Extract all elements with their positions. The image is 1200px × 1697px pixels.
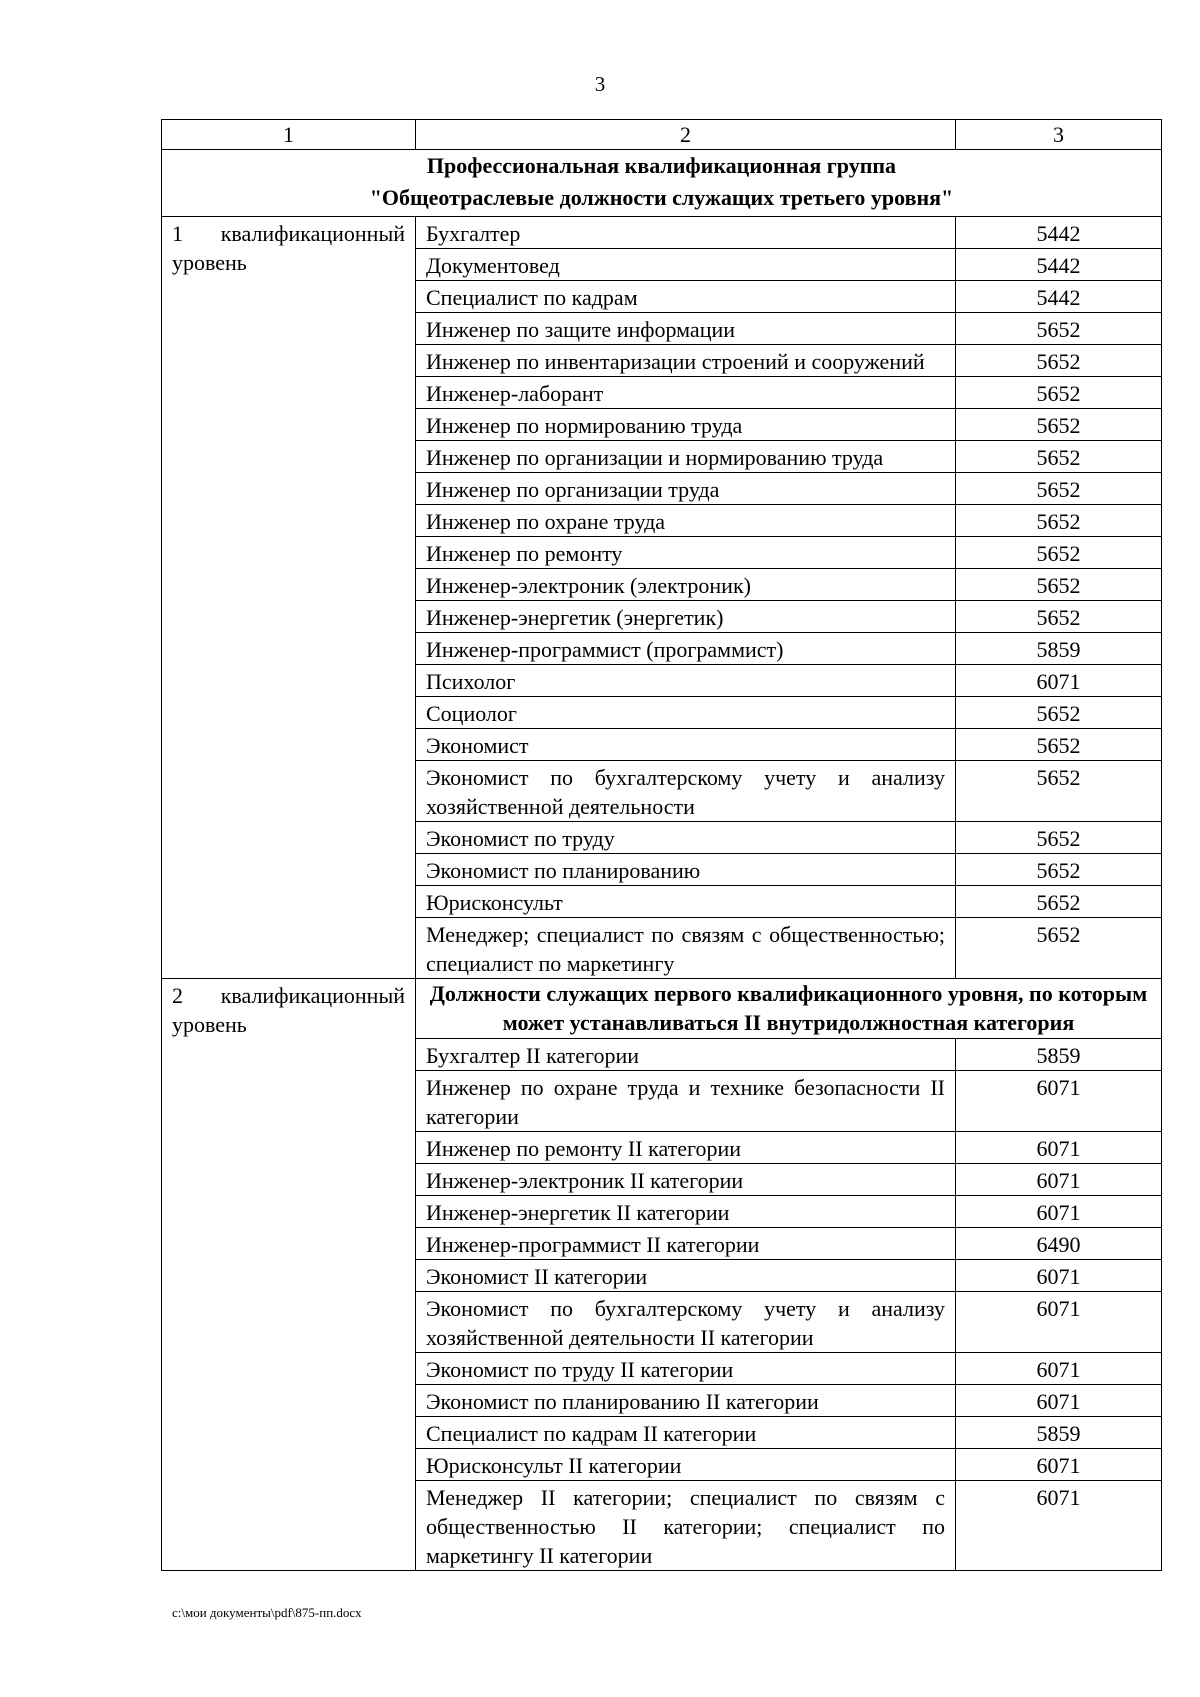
position-cell: Экономист по бухгалтерскому учету и анализу хозяйственной деятельности [416,761,956,822]
subheading-row [162,979,1162,1039]
position-cell: Экономист по планированию [416,854,956,886]
salary-cell: 5652 [956,697,1162,729]
group-title-line-2: "Общеотраслевые должности служащих третьего уровня" [369,185,954,210]
position-cell: Экономист [416,729,956,761]
header-col-2: 2 [416,120,956,150]
salary-cell: 5652 [956,569,1162,601]
salary-cell: 5652 [956,822,1162,854]
salary-cell: 6071 [956,1449,1162,1481]
position-cell: Инженер по охране труда и технике безопасности II категории [416,1071,956,1132]
salary-cell: 5859 [956,1417,1162,1449]
salary-cell: 5652 [956,441,1162,473]
position-cell: Инженер по организации труда [416,473,956,505]
position-cell: Менеджер; специалист по связям с общественностью; специалист по маркетингу [416,918,956,979]
position-cell: Инженер-программист (программист) [416,633,956,665]
salary-cell: 5652 [956,601,1162,633]
position-cell: Инженер по нормированию труда [416,409,956,441]
position-cell: Юрисконсульт [416,886,956,918]
position-cell: Инженер-энергетик (энергетик) [416,601,956,633]
salary-cell: 5652 [956,729,1162,761]
position-cell: Документовед [416,249,956,281]
position-cell: Юрисконсульт II категории [416,1449,956,1481]
position-cell: Специалист по кадрам II категории [416,1417,956,1449]
salary-cell: 6071 [956,1385,1162,1417]
position-cell: Инженер по ремонту II категории [416,1132,956,1164]
position-cell: Экономист по труду II категории [416,1353,956,1385]
footer-file-path: c:\мои документы\pdf\875-пп.docx [172,1605,362,1620]
salary-table [161,119,1162,1571]
salary-cell: 5652 [956,377,1162,409]
salary-cell: 6071 [956,665,1162,697]
page-number: 3 [594,72,606,96]
salary-cell: 6071 [956,1260,1162,1292]
salary-cell: 5652 [956,918,1162,979]
salary-cell: 5652 [956,854,1162,886]
position-cell: Инженер по инвентаризации строений и сооружений [416,345,956,377]
salary-cell: 5442 [956,217,1162,249]
position-cell: Инженер-электроник II категории [416,1164,956,1196]
position-cell: Психолог [416,665,956,697]
salary-cell: 6071 [956,1196,1162,1228]
header-col-3: 3 [956,120,1162,150]
position-cell: Экономист по бухгалтерскому учету и анализу хозяйственной деятельности II категории [416,1292,956,1353]
position-cell: Социолог [416,697,956,729]
salary-cell: 5652 [956,537,1162,569]
salary-cell: 5652 [956,505,1162,537]
position-cell: Инженер по организации и нормированию труда [416,441,956,473]
group-title [162,150,1162,217]
salary-cell: 5652 [956,886,1162,918]
position-cell: Экономист II категории [416,1260,956,1292]
salary-cell: 6071 [956,1132,1162,1164]
salary-cell: 6490 [956,1228,1162,1260]
header-col-1: 1 [162,120,416,150]
salary-cell: 5652 [956,761,1162,822]
position-cell: Инженер-электроник (электроник) [416,569,956,601]
level2-label: 2 квалификационный уровень [162,979,416,1571]
position-cell: Экономист по планированию II категории [416,1385,956,1417]
salary-cell: 5652 [956,473,1162,505]
salary-cell: 5652 [956,409,1162,441]
position-cell: Инженер по защите информации [416,313,956,345]
group-title-line-1: Профессиональная квалификационная группа [426,153,897,178]
position-cell: Бухгалтер [416,217,956,249]
table-row [162,217,1162,249]
group-title-row [162,150,1162,217]
position-cell: Менеджер II категории; специалист по связям с общественностью II категории; специалист по маркетингу II категории [416,1481,956,1571]
position-cell: Инженер-энергетик II категории [416,1196,956,1228]
salary-cell: 5652 [956,345,1162,377]
position-cell: Инженер-лаборант [416,377,956,409]
salary-cell: 5442 [956,249,1162,281]
salary-cell: 5652 [956,313,1162,345]
position-cell: Инженер по охране труда [416,505,956,537]
salary-cell: 6071 [956,1071,1162,1132]
level2-subheading: Должности служащих первого квалификационного уровня, по которым может устанавливаться II внутридолжностная категория [416,979,1162,1039]
salary-cell: 6071 [956,1481,1162,1571]
position-cell: Инженер по ремонту [416,537,956,569]
position-cell: Специалист по кадрам [416,281,956,313]
level1-label: 1 квалификационный уровень [162,217,416,979]
salary-cell: 6071 [956,1164,1162,1196]
salary-cell: 6071 [956,1292,1162,1353]
salary-cell: 6071 [956,1353,1162,1385]
position-cell: Экономист по труду [416,822,956,854]
salary-cell: 5442 [956,281,1162,313]
salary-cell: 5859 [956,1039,1162,1071]
position-cell: Инженер-программист II категории [416,1228,956,1260]
salary-cell: 5859 [956,633,1162,665]
table-header-row [162,120,1162,150]
position-cell: Бухгалтер II категории [416,1039,956,1071]
